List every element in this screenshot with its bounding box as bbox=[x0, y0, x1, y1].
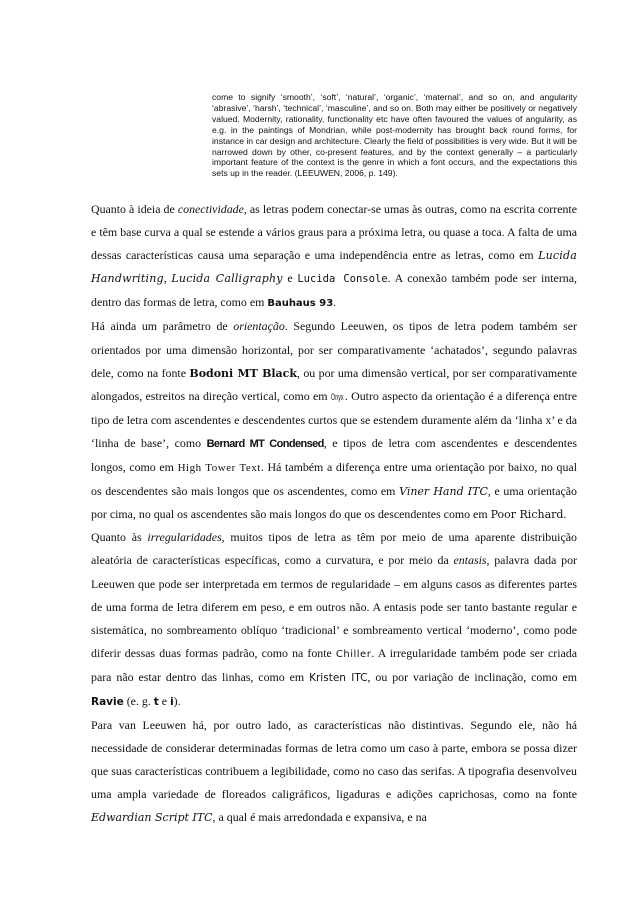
font-sample-viner-hand: Viner Hand ITC bbox=[399, 485, 488, 499]
text-run: . Outro aspecto da orientação é a diferença entre tipo de letra com ascendentes e descendentes curtos que se estendem duramente além da ‘linha x’ e da ‘linha de base’, como bbox=[91, 388, 577, 450]
text-run: , palavra dada por Leeuwen que pode ser interpretada em termos de regularidade – em alguns casos as diferentes partes de uma forma de letra diferem em peso, e em outros não. A entasis pode ser tanto bastante regular e sistemática, no sombreamento oblíquo ‘tradicional’ e sombreamento vertical ‘moderno’, como pode diferir dessas duas formas padrão, como na fonte bbox=[91, 553, 577, 660]
paragraph-connectivity bbox=[91, 198, 577, 315]
font-sample-chiller: Chiller bbox=[335, 648, 372, 660]
text-run: . Segundo Leeuwen, os tipos de letra podem também ser orientados por uma dimensão horizontal, por ser comparativamente ‘achatados’, segundo palavras dele, como na fonte bbox=[91, 319, 578, 380]
text-run: Quanto à ideia de bbox=[91, 202, 178, 216]
term-conectividade: conectividade bbox=[177, 202, 244, 216]
term-entasis: entasis bbox=[453, 553, 487, 568]
font-sample-bernard-condensed: Bernard MT Condensed bbox=[206, 437, 324, 450]
text-run: . A conexão também pode ser interna, dentro das formas de letra, como em bbox=[91, 271, 577, 310]
text-run: , muitos tipos de letra as têm por meio de uma aparente distribuição aleatória de características específicas, como a curvatura, e por meio da bbox=[91, 530, 577, 568]
text-run: Há ainda um parâmetro de bbox=[91, 319, 234, 334]
text-run: , ou por uma dimensão vertical, por ser comparativamente alongados, estreitos na direção vertical, como em bbox=[91, 365, 577, 403]
text-run: , e uma orientação por cima, no qual os ascendentes são mais longos do que os descendentes como em bbox=[91, 484, 577, 522]
text-run: . bbox=[563, 507, 567, 522]
text-run: Quanto às bbox=[91, 530, 148, 545]
text-run: ). bbox=[173, 693, 181, 708]
text-run: , as letras podem conectar-se umas às outras, como na escrita corrente e têm base curva a qual se estende a vários graus para a próxima letra, ou quase a toca. A falta de uma dessas características causa uma separação e uma independência entre as letras, como em bbox=[91, 202, 577, 263]
font-sample-edwardian-script: Edwardian Script ITC bbox=[91, 811, 213, 825]
text-run: , a qual é mais arredondada e expansiva, e na bbox=[212, 810, 427, 825]
text-run: e bbox=[158, 693, 171, 708]
text-run: , ou por variação de inclinação, como em bbox=[367, 669, 577, 684]
text-run: e bbox=[282, 271, 298, 286]
paragraph-irregularities bbox=[91, 526, 577, 714]
text-run: . A irregularidade também pode ser criada para não estar dentro das linhas, como em bbox=[91, 645, 577, 684]
font-sample-high-tower: High Tower Text bbox=[177, 462, 261, 475]
font-sample-bodoni: Bodoni MT Black bbox=[189, 366, 297, 380]
text-run: . Há também a diferença entre uma orientação por baixo, no qual os descendentes são mais longos que os ascendentes, como em bbox=[91, 460, 578, 499]
font-sample-ravie: Ravie bbox=[91, 695, 124, 708]
font-sample-poor-richard: Poor Richard bbox=[490, 508, 564, 522]
paragraph-non-distinctive bbox=[91, 714, 577, 829]
term-irregularidades: irregularidades bbox=[147, 530, 222, 545]
paragraph-orientation bbox=[91, 315, 577, 526]
font-sample-lucida-console: Lucida Console bbox=[297, 273, 388, 286]
text-run: (e. g. bbox=[123, 693, 154, 708]
text-run: Para van Leeuwen há, por outro lado, as características não distintivas. Segundo ele, não há necessidade de considerar determinadas formas de letra como um caso à parte, embora se possa dizer que suas características contribuem a legibilidade, como no caso das serifas. A tipografia desenvolveu uma ampla variedade de floreados caligráficos, ligaduras e adições caprichosas, como na fonte bbox=[91, 718, 577, 802]
font-sample-bauhaus: Bauhaus 93 bbox=[267, 298, 334, 310]
text-run: , bbox=[163, 271, 172, 286]
font-sample-onyx: Onyx bbox=[330, 391, 344, 402]
font-sample-ravie-i: i bbox=[170, 695, 174, 708]
font-sample-lucida-handwriting: Lucida Handwriting bbox=[91, 249, 577, 286]
font-sample-lucida-calligraphy: Lucida Calligraphy bbox=[171, 272, 283, 286]
font-sample-kristen: Kristen ITC bbox=[309, 671, 368, 684]
quote-text: come to signify ‘smooth’, ‘soft’, ‘natural’, ‘organic’, ‘maternal’, and so on, and angularity ‘abrasive’, ‘harsh’, ‘technical’, ‘masculine’, and so on. Both may either be positively or negatively valued. Modernity, rationality, functionality etc have often favoured the values of angularity, as e.g. in the paintings of Mondrian, while post-modernity has brought back round forms, for instance in car design and architecture. Clearly the field of possibilities is very wide. But it will be narrowed down by other, co-present features, and by the context generally – a particularly important feature of the context is the genre in which a font occurs, and the expectations this sets up in the reader. (LEEUWEN, 2006, p. 149). bbox=[212, 92, 577, 179]
term-orientacao: orientação bbox=[233, 319, 285, 334]
block-quote bbox=[212, 92, 577, 179]
font-sample-ravie-t: t bbox=[153, 695, 159, 708]
text-run: , e tipos de letra com ascendentes e descendentes longos, como em bbox=[91, 435, 578, 475]
body-text bbox=[91, 198, 577, 830]
text-run: . bbox=[333, 295, 337, 310]
